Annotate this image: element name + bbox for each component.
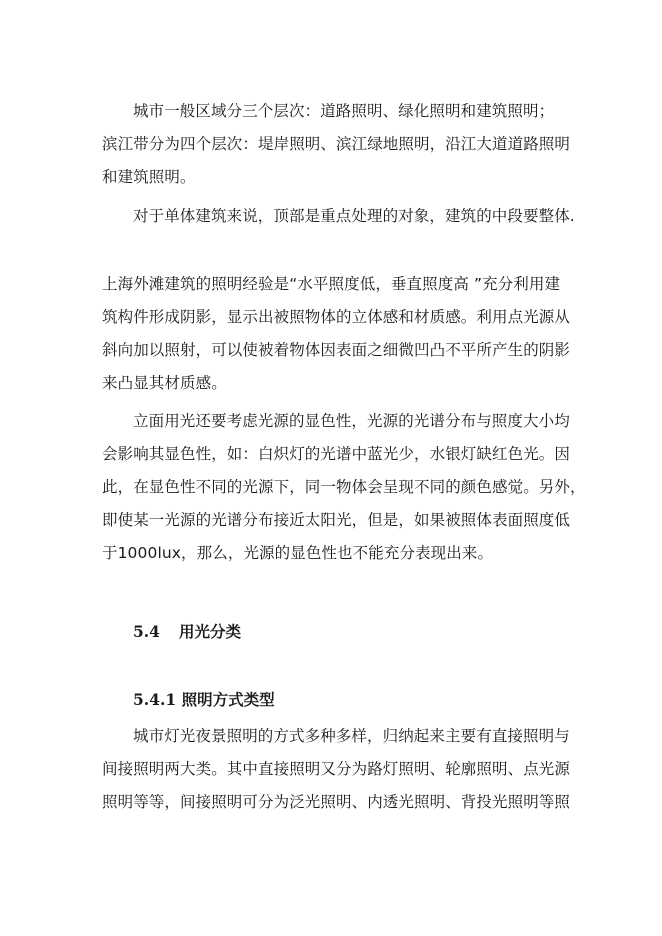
paragraph-single-building [102, 200, 578, 233]
text-line: 城市灯光夜景照明的方式多种多样，归纳起来主要有直接照明与 [133, 727, 570, 745]
section-title: 用光分类 [179, 622, 242, 641]
paragraph-lighting-layers [102, 95, 578, 194]
text-line: 和建筑照明。 [102, 168, 196, 186]
text-line: 滨江带分为四个层次：堤岸照明、滨江绿地照明，沿江大道道路照明 [102, 135, 571, 153]
text-line: 对于单体建筑来说，顶部是重点处理的对象，建筑的中段要整体. [133, 207, 575, 225]
text-line: 来凸显其材质感。 [102, 374, 227, 392]
paragraph-lighting-methods [102, 720, 578, 819]
text-line: 间接照明两大类。其中直接照明又分为路灯照明、轮廓照明、点光源 [102, 760, 571, 778]
section-number: 5.4 [133, 622, 160, 641]
text-line: 上海外滩建筑的照明经验是“水平照度低，垂直照度高 ”充分利用建 [102, 275, 561, 293]
subsection-heading [133, 688, 275, 712]
paragraph-bund-experience [102, 268, 578, 400]
text-line: 会影响其显色性，如：白炽灯的光谱中蓝光少，水银灯缺红色光。因 [102, 445, 571, 463]
text-line: 立面用光还要考虑光源的显色性，光源的光谱分布与照度大小均 [133, 412, 570, 430]
text-line: 筑构件形成阴影，显示出被照物体的立体感和材质感。利用点光源从 [102, 308, 571, 326]
text-line: 此，在显色性不同的光源下，同一物体会呈现不同的颜色感觉。另外， [102, 478, 586, 496]
text-line: 城市一般区域分三个层次：道路照明、绿化照明和建筑照明； [133, 102, 555, 120]
paragraph-color-rendering [102, 405, 586, 570]
text-line: 于1000lux，那么，光源的显色性也不能充分表现出来。 [102, 544, 494, 562]
subsection-title: 照明方式类型 [181, 690, 275, 709]
text-line: 照明等等，间接照明可分为泛光照明、内透光照明、背投光照明等照 [102, 793, 571, 811]
section-heading [133, 620, 241, 644]
text-line: 即使某一光源的光谱分布接近太阳光，但是，如果被照体表面照度低 [102, 511, 571, 529]
subsection-number: 5.4.1 [133, 690, 177, 709]
text-line: 斜向加以照射，可以使被着物体因表面之细微凹凸不平所产生的阴影 [102, 341, 571, 359]
